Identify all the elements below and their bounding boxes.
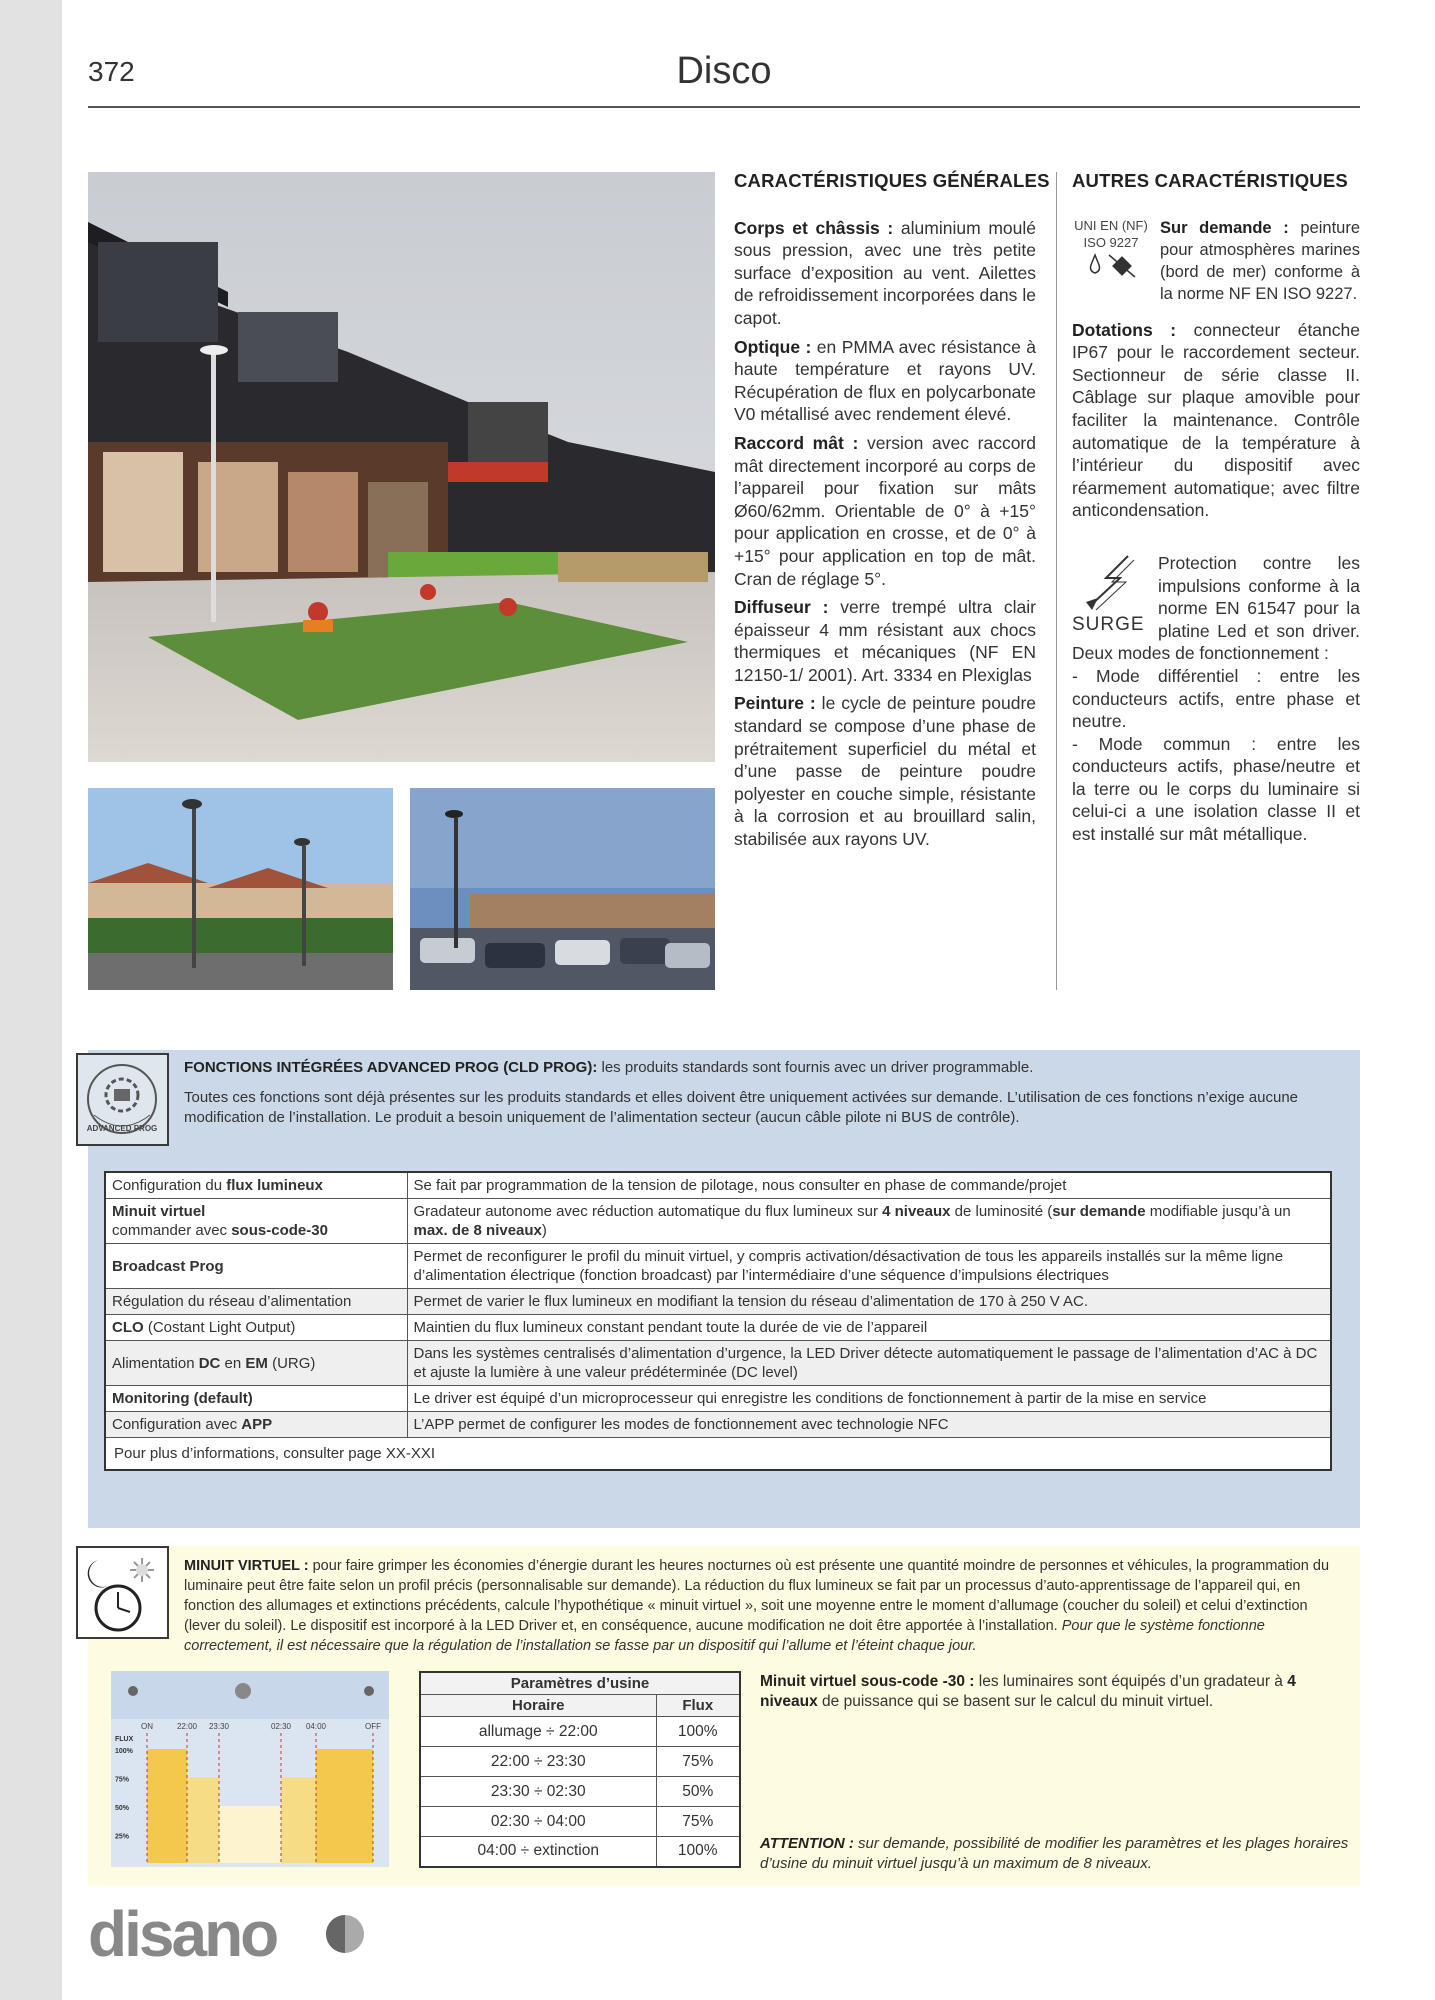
svg-text:ADVANCED PROG: ADVANCED PROG (86, 1124, 158, 1133)
table-row: Régulation du réseau d’alimentation Permet de varier le flux lumineux en modifiant la tension du réseau d’alimentation de 170 à 250 V AC. (105, 1289, 1331, 1315)
table-footer-row: Pour plus d’informations, consulter page XX-XXI (105, 1438, 1331, 1471)
x-tick-label: ON (141, 1722, 153, 1731)
on-demand-label: Sur demande : (1160, 218, 1289, 237)
flux-bar (316, 1749, 373, 1863)
main-photo (88, 172, 715, 762)
table-row: 23:30 ÷ 02:30 50% (420, 1777, 740, 1807)
surge-block (1072, 552, 1360, 846)
advanced-prog-intro: FONCTIONS INTÉGRÉES ADVANCED PROG (CLD PROG): les produits standards sont fournis avec un driver programmable. Toutes ces fonctions sont déjà présentes sur les produits standards et elles doivent être uniquement activées sur demande. L’utilisation de ces fonctions n’exige aucune modification de l’installation. Le produit a besoin uniquement de l’alimentation secteur (aucun câble pilote ni BUS de contrôle). (184, 1058, 1344, 1128)
on-demand-text: peinture pour atmosphères marines (bord de mer) conforme à la norme NF EN ISO 9227. (1160, 218, 1361, 303)
table-row: CLO (Costant Light Output) Maintien du flux lumineux constant pendant toute la durée de vie de l’appareil (105, 1315, 1331, 1341)
advanced-prog-icon (76, 1053, 169, 1146)
dotations: Dotations : connecteur étanche IP67 pour le raccordement secteur. Sectionneur de série classe II. Câblage sur plaque amovible pour faciliter la maintenance. Contrôle automatique de la température à l’intérieur du dispositif avec réarmement automatique; avec filtre anticondensation. (1072, 319, 1360, 521)
item-paint: Peinture : le cycle de peinture poudre standard se compose d’une phase de prétraitement superficiel du métal et d’une passe de peinture poudre polyester en couche simple, résistante à la corrosion et au brouillard salin, stabilisée aux rayons UV. (734, 693, 1036, 850)
table-row: Broadcast Prog Permet de reconfigurer le profil du minuit virtuel, y compris activation/désactivation de tous les appareils installés sur la même ligne d’alimentation électrique (fonction broadcast) par l’intermédiaire d’une séquence d’impulsions électriques (105, 1244, 1331, 1289)
general-characteristics (734, 170, 1050, 857)
flux-bar (187, 1778, 219, 1864)
street-lamp-photo (88, 788, 393, 990)
table-row: Configuration du flux lumineux Se fait par programmation de la tension de pilotage, nous consulter en phase de commande/projet (105, 1172, 1331, 1199)
surge-mode-differential: - Mode différentiel : entre les conducteurs actifs, entre phase et neutre. (1072, 665, 1360, 732)
flux-chart-svg (111, 1671, 389, 1867)
flux-bar (281, 1778, 316, 1864)
x-tick-label: 22:00 (176, 1722, 198, 1731)
table-row: Alimentation DC en EM (URG) Dans les systèmes centralisés d’alimentation d’urgence, la LED Driver détecte automatiquement le passage de l’alimentation d’AC à DC et ajuste la lumière à une valeur prédéterminée (DC level) (105, 1341, 1331, 1386)
advanced-title: FONCTIONS INTÉGRÉES ADVANCED PROG (CLD PROG): (184, 1059, 598, 1076)
surge-text: Protection contre les impulsions conforme à la norme EN 61547 pour la platine Led et son driver. Deux modes de fonctionnement : (1072, 552, 1360, 664)
y-tick-label: 25% (115, 1833, 130, 1841)
other-characteristics (1072, 170, 1360, 852)
factory-params-table (419, 1671, 741, 1868)
page-margin-bar (0, 0, 62, 2000)
x-tick-label: 23:30 (208, 1722, 230, 1731)
x-tick-label: OFF (365, 1722, 381, 1731)
general-heading: CARACTÉRISTIQUES GÉNÉRALES (734, 170, 1050, 191)
table-row: Configuration avec APP L’APP permet de configurer les modes de fonctionnement avec technologie NFC (105, 1412, 1331, 1438)
params-title-row: Paramètres d’usine (420, 1672, 740, 1695)
advanced-desc: Toutes ces fonctions sont déjà présentes sur les produits standards et elles doivent être uniquement activées sur demande. L’utilisation de ces fonctions n’exige aucune modification de l’installation. Le produit a besoin uniquement de l’alimentation secteur (aucun câble pilote ni BUS de contrôle). (184, 1089, 1298, 1126)
sea-spray-icon (1081, 251, 1141, 281)
other-heading: AUTRES CARACTÉRISTIQUES (1072, 170, 1348, 191)
parking-photo (410, 788, 715, 990)
sunrise-icon (364, 1686, 374, 1696)
x-tick-label: 02:30 (270, 1722, 292, 1731)
functions-table (104, 1171, 1332, 1471)
svg-text:disano: disano (88, 1902, 277, 1964)
iso-9227-badge: UNI EN (NF) ISO 9227 (1072, 217, 1150, 305)
subcode-text: Minuit virtuel sous-code -30 : les luminaires sont équipés d’un gradateur à 4 niveaux de puissance qui se basent sur le calcul du minuit virtuel. (760, 1673, 1296, 1710)
disano-logo (88, 1902, 378, 1964)
sunset-icon (128, 1686, 138, 1696)
flux-chart (111, 1671, 389, 1867)
flux-bar (219, 1806, 281, 1863)
item-body: Corps et châssis : aluminium moulé sous pression, avec une très petite surface d’exposition au vent. Ailettes de refroidissement incorporées dans le capot. (734, 217, 1036, 328)
surge-icon: SURGE (1072, 552, 1154, 638)
moon-clock-icon (76, 1546, 169, 1639)
table-row: allumage ÷ 22:00 100% (420, 1717, 740, 1747)
page-number: 372 (88, 56, 135, 87)
x-tick-label: 04:00 (305, 1722, 327, 1731)
y-tick-label: 100% (115, 1748, 133, 1755)
attention-note: ATTENTION : sur demande, possibilité de modifier les paramètres et les plages horaires d’usine du minuit virtuel jusqu’à un maximum de 8 niveaux. (760, 1835, 1349, 1872)
y-tick-label: 50% (115, 1805, 130, 1812)
chart-sky-band (111, 1671, 389, 1719)
marine-paint-block (1072, 217, 1360, 305)
page-title: Disco (676, 50, 772, 92)
table-row: 02:30 ÷ 04:00 75% (420, 1807, 740, 1837)
column-divider (1056, 172, 1057, 990)
table-row: 22:00 ÷ 23:30 75% (420, 1747, 740, 1777)
item-diffuser: Diffuseur : verre trempé ultra clair épaisseur 4 mm résistant aux chocs thermiques et mécaniques (NF EN 12150-1/ 2001). Art. 3334 en Plexiglas (734, 597, 1036, 685)
flux-bar (147, 1749, 187, 1863)
virtual-midnight-text: MINUIT VIRTUEL : pour faire grimper les économies d’énergie durant les heures nocturnes où est présente une quantité moindre de personnes et véhicules, la programmation du luminaire peut être faite selon un profil précis (personnalisable sur demande). La réduction du flux lumineux se fait par un processus d’auto-apprentissage de l’appareil qui, en fonction des allumages et extinctions précédents, calcule l’hypothétique « minuit virtuel », soit une moyenne entre le moment d’allumage (coucher du soleil) et celui d’extinction (lever du soleil). Le dispositif est incorporé à la LED Driver et, en conséquence, aucune modification ne doit être apportée à l’installation. Pour que le système fonctionne correctement, il est nécessaire que la régulation de l’installation se fasse par un dispositif qui l’allume et l’éteint chaque jour. (184, 1558, 1330, 1654)
table-row: 04:00 ÷ extinction 100% (420, 1837, 740, 1867)
surge-mode-common: - Mode commun : entre les conducteurs actifs, phase/neutre et la terre ou le corps du luminaire si celui-ci a une isolation classe II et est installé sur mât métallique. (1072, 733, 1360, 845)
y-tick-label: 75% (115, 1776, 130, 1784)
item-pole-mount: Raccord mât : version avec raccord mât directement incorporé au corps de l’appareil pour fixation sur mâts Ø60/62mm. Orientable de 0° à +15° pour application en crosse, et de 0° à +15° pour application en top de mât. Cran de réglage 5°. (734, 432, 1036, 589)
y-tick-label: FLUX (115, 1736, 134, 1743)
item-optics: Optique : en PMMA avec résistance à haute température et rayons UV. Récupération de flux en polycarbonate V0 métallisé avec rendement élevé. (734, 336, 1036, 425)
table-row: Monitoring (default) Le driver est équipé d’un microprocesseur qui enregistre les conditions de fonctionnement à partir de la mise en service (105, 1386, 1331, 1412)
params-header-row: Horaire Flux (420, 1695, 740, 1717)
moon-icon (235, 1683, 251, 1699)
table-row: Minuit virtuel commander avec sous-code-30 Gradateur autonome avec réduction automatique du flux lumineux sur 4 niveaux de luminosité (sur demande modifiable jusqu’à un max. de 8 niveaux) (105, 1199, 1331, 1244)
header-rule (88, 106, 1360, 108)
